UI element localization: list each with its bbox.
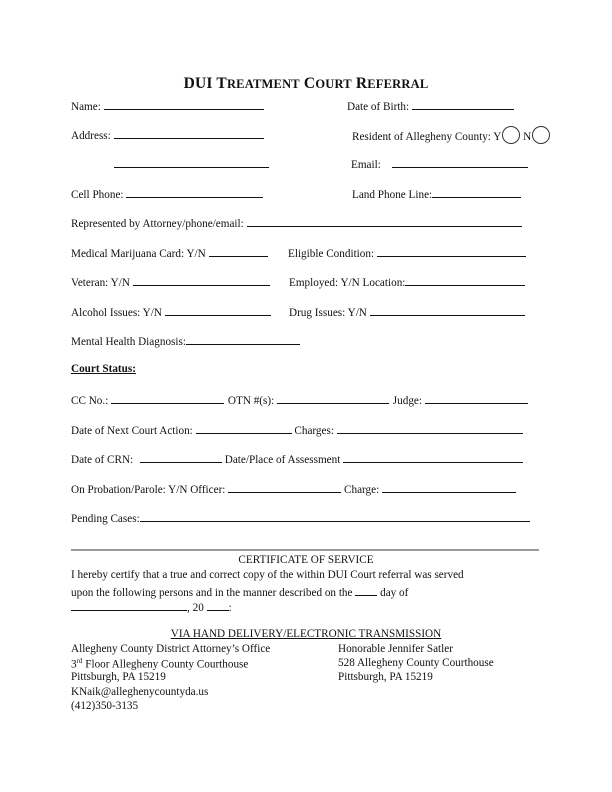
mental-label: Mental Health Diagnosis: <box>71 336 186 348</box>
charge-label: Charge: <box>344 484 380 496</box>
marijuana-row <box>71 246 268 260</box>
address-row <box>71 128 264 142</box>
da-office-floor: 3rd Floor Allegheny County Courthouse <box>71 657 249 671</box>
judge-field[interactable] <box>425 393 528 404</box>
email-row <box>351 157 528 171</box>
employed-label: Employed: Y/N Location: <box>289 277 406 289</box>
address-row-2 <box>114 157 269 171</box>
next-action-field[interactable] <box>196 423 292 434</box>
drug-row <box>289 305 525 319</box>
pending-row <box>71 511 530 525</box>
attorney-row <box>71 216 522 230</box>
eligible-field[interactable] <box>377 246 526 257</box>
charges-label: Charges: <box>294 425 334 437</box>
veteran-label: Veteran: Y/N <box>71 277 130 289</box>
cell-row <box>71 187 263 201</box>
employed-field[interactable] <box>405 275 525 286</box>
assessment-field[interactable] <box>343 452 523 463</box>
delivery-heading: VIA HAND DELIVERY/ELECTRONIC TRANSMISSION <box>170 628 442 640</box>
alcohol-field[interactable] <box>165 305 271 316</box>
service-month-field[interactable] <box>71 600 187 611</box>
drug-label: Drug Issues: Y/N <box>289 307 367 319</box>
court-row-3 <box>71 452 523 466</box>
email-label: Email: <box>351 159 381 171</box>
charge-field[interactable] <box>382 482 516 493</box>
resident-no-radio[interactable] <box>532 126 550 144</box>
eligible-label: Eligible Condition: <box>288 248 375 260</box>
judge-label: Judge: <box>392 395 423 407</box>
da-office-city: Pittsburgh, PA 15219 <box>71 671 166 683</box>
attorney-field[interactable] <box>247 216 522 227</box>
land-label: Land Phone Line: <box>352 189 433 201</box>
eligible-row <box>288 246 526 260</box>
assessment-label: Date/Place of Assessment <box>224 454 341 466</box>
veteran-row <box>71 275 270 289</box>
next-action-label: Date of Next Court Action: <box>71 425 193 437</box>
resident-label: Resident of Allegheny County: Y <box>352 131 502 143</box>
probation-label: On Probation/Parole: Y/N Officer: <box>71 484 226 496</box>
section-divider <box>71 549 539 551</box>
service-year-field[interactable] <box>207 600 229 611</box>
mental-field[interactable] <box>186 334 300 345</box>
name-label: Name: <box>71 101 101 113</box>
da-office-email[interactable]: KNaik@alleghenycountyda.us <box>71 686 209 698</box>
employed-row <box>289 275 525 289</box>
crn-field[interactable] <box>140 452 222 463</box>
email-field[interactable] <box>392 157 528 168</box>
pending-label: Pending Cases: <box>71 513 140 525</box>
marijuana-field[interactable] <box>209 246 268 257</box>
name-field[interactable] <box>104 99 264 110</box>
cc-field[interactable] <box>111 393 224 404</box>
veteran-field[interactable] <box>133 275 270 286</box>
land-field[interactable] <box>432 187 521 198</box>
otn-field[interactable] <box>277 393 389 404</box>
resident-no-label: N <box>523 131 532 143</box>
cell-label: Cell Phone: <box>71 189 124 201</box>
court-row-1 <box>71 393 528 407</box>
da-office-name: Allegheny County District Attorney’s Office <box>71 643 271 655</box>
court-status-heading: Court Status: <box>71 363 136 375</box>
service-day-field[interactable] <box>355 585 377 596</box>
charges-field[interactable] <box>337 423 523 434</box>
land-row <box>352 187 521 201</box>
certificate-line-1: I hereby certify that a true and correct copy of the within DUI Court referral was served <box>71 569 464 581</box>
resident-yes-radio[interactable] <box>502 126 520 144</box>
mental-row <box>71 334 300 348</box>
da-office-phone: (412)350-3135 <box>71 700 139 712</box>
crn-label: Date of CRN: <box>71 454 134 466</box>
dob-row <box>347 99 514 113</box>
alcohol-label: Alcohol Issues: Y/N <box>71 307 162 319</box>
judge-name: Honorable Jennifer Satler <box>338 643 453 655</box>
address-field-1[interactable] <box>114 128 264 139</box>
marijuana-label: Medical Marijuana Card: Y/N <box>71 248 206 260</box>
court-row-4 <box>71 482 516 496</box>
cc-label: CC No.: <box>71 395 109 407</box>
certificate-heading: CERTIFICATE OF SERVICE <box>238 554 374 566</box>
resident-row <box>352 126 550 144</box>
judge-city: Pittsburgh, PA 15219 <box>338 671 433 683</box>
attorney-label: Represented by Attorney/phone/email: <box>71 218 244 230</box>
officer-field[interactable] <box>228 482 341 493</box>
dob-field[interactable] <box>412 99 514 110</box>
alcohol-row <box>71 305 271 319</box>
dob-label: Date of Birth: <box>347 101 410 113</box>
pending-field[interactable] <box>140 511 530 522</box>
address-label: Address: <box>71 130 111 142</box>
cell-field[interactable] <box>126 187 263 198</box>
certificate-line-3: , 20 : <box>71 600 232 614</box>
judge-office: 528 Allegheny County Courthouse <box>338 657 494 669</box>
address-field-2[interactable] <box>114 157 269 168</box>
form-title: DUI TREATMENT COURT REFERRAL <box>183 75 429 92</box>
certificate-line-2: upon the following persons and in the manner described on the day of <box>71 587 409 599</box>
court-row-2 <box>71 423 523 437</box>
drug-field[interactable] <box>370 305 525 316</box>
name-row <box>71 99 264 113</box>
otn-label: OTN #(s): <box>227 395 275 407</box>
